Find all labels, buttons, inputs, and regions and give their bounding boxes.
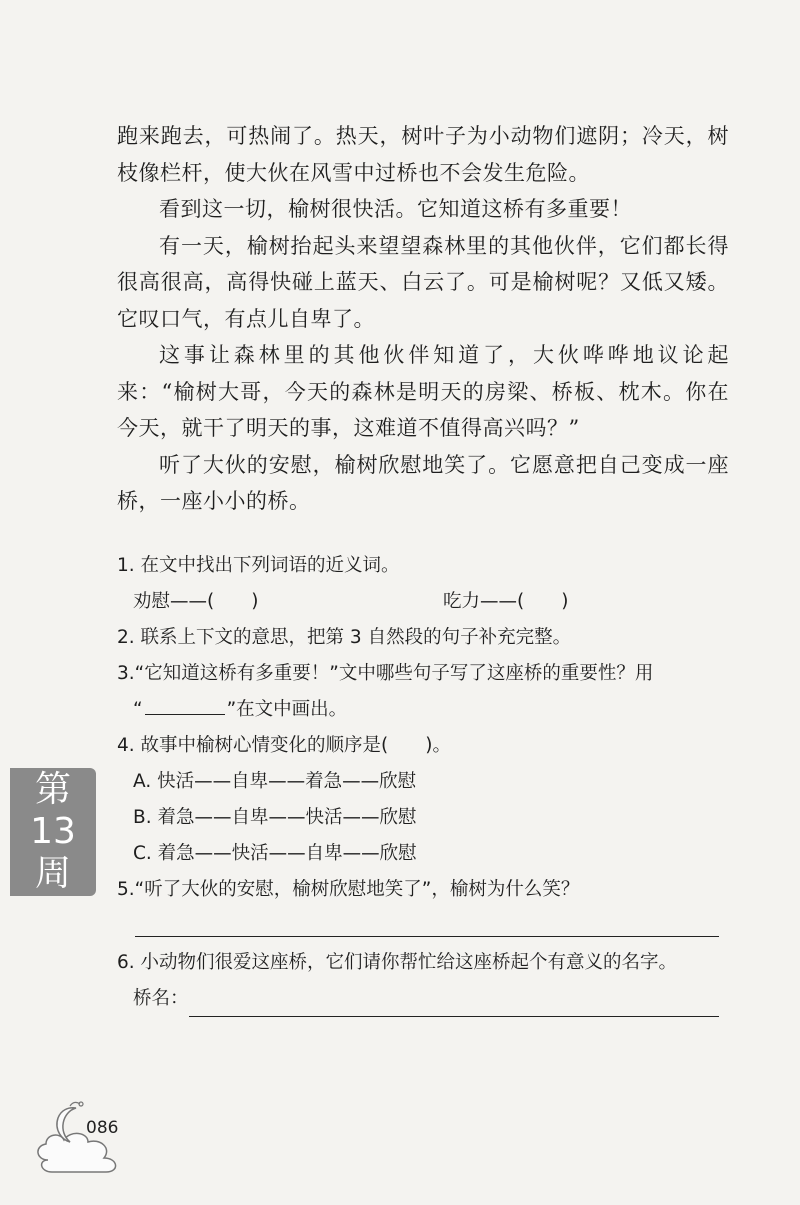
question-6-label: 桥名： bbox=[133, 988, 189, 1009]
week-tab-prefix: 第 bbox=[34, 769, 71, 810]
reading-passage bbox=[117, 118, 729, 520]
underline-mark bbox=[145, 696, 225, 715]
passage-paragraph-3: 有一天，榆树抬起头来望望森林里的其他伙伴，它们都长得很高很高，高得快碰上蓝天、白云了。可是榆树呢？又低又矮。它叹口气，有点儿自卑了。 bbox=[117, 233, 729, 331]
passage-paragraph-1: 跑来跑去，可热闹了。热天，树叶子为小动物们遮阴；冷天，树枝像栏杆，使大伙在风雪中过桥也不会发生危险。 bbox=[117, 124, 729, 185]
question-4-option-a[interactable]: A. 快活——自卑——着急——欣慰 bbox=[133, 771, 417, 792]
week-tab-number: 13 bbox=[30, 811, 76, 852]
passage-paragraph-2: 看到这一切，榆树很快活。它知道这桥有多重要！ bbox=[159, 197, 632, 221]
question-3-quote-close: ”在文中画出。 bbox=[226, 699, 348, 720]
week-tab-suffix: 周 bbox=[34, 853, 71, 894]
question-1: 1. 在文中找出下列词语的近义词。 bbox=[117, 555, 400, 576]
bridge-name-answer-line[interactable] bbox=[189, 994, 719, 1017]
question-list bbox=[117, 548, 737, 1017]
question-4-option-c[interactable]: C. 着急——快活——自卑——欣慰 bbox=[133, 843, 417, 864]
question-5-answer-line[interactable] bbox=[135, 908, 719, 937]
question-6-name-row bbox=[117, 981, 737, 1017]
question-3: 3.“它知道这桥有多重要！”文中哪些句子写了这座桥的重要性？用 bbox=[117, 663, 654, 684]
moon-cloud-icon bbox=[28, 1098, 138, 1178]
question-6: 6. 小动物们很爱这座桥，它们请你帮忙给这座桥起个有意义的名字。 bbox=[117, 952, 678, 973]
passage-paragraph-5: 听了大伙的安慰，榆树欣慰地笑了。它愿意把自己变成一座桥，一座小小的桥。 bbox=[117, 452, 729, 513]
page-number: 086 bbox=[86, 1118, 119, 1138]
question-3-quote-open: “ bbox=[133, 699, 143, 720]
question-3-cont bbox=[117, 692, 737, 728]
question-4-option-b[interactable]: B. 着急——自卑——快活——欣慰 bbox=[133, 807, 417, 828]
question-5: 5.“听了大伙的安慰，榆树欣慰地笑了”，榆树为什么笑？ bbox=[117, 879, 580, 900]
question-4: 4. 故事中榆树心情变化的顺序是( )。 bbox=[117, 735, 451, 756]
question-1-item-b: 吃力——( ) bbox=[443, 591, 569, 612]
question-2: 2. 联系上下文的意思，把第 3 自然段的句子补充完整。 bbox=[117, 627, 572, 648]
passage-paragraph-4: 这事让森林里的其他伙伴知道了，大伙哗哗地议论起来：“榆树大哥，今天的森林是明天的房梁、桥板、枕木。你在今天，就干了明天的事，这难道不值得高兴吗？” bbox=[117, 343, 729, 440]
question-1-item-a: 劝慰——( ) bbox=[133, 591, 259, 612]
question-1-items bbox=[117, 584, 737, 620]
week-tab bbox=[10, 768, 96, 896]
